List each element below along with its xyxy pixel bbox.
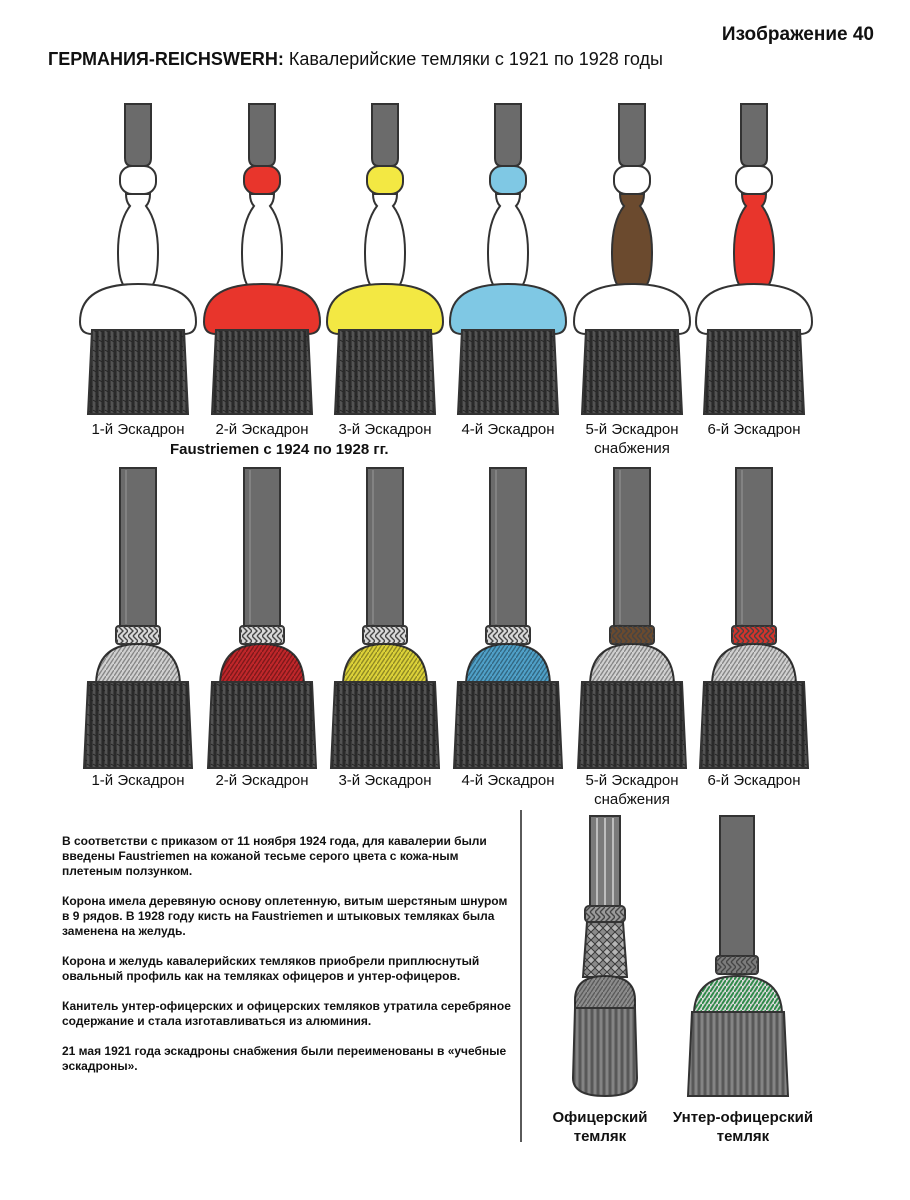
- stem: [365, 194, 405, 286]
- caption-line: 6-й Эскадрон: [707, 421, 801, 438]
- stem: [612, 194, 652, 286]
- strap: [125, 104, 151, 166]
- slider-ring: [614, 166, 650, 194]
- crown: [327, 284, 443, 334]
- squadron-caption: [570, 420, 694, 458]
- stem: [118, 194, 158, 286]
- sword-knot-illustration: [73, 102, 203, 422]
- faustriemen-illustration: [197, 466, 327, 772]
- squadron-caption: [446, 771, 570, 790]
- squadron-caption: [323, 420, 447, 439]
- caption-line: 4-й Эскадрон: [461, 772, 555, 789]
- crown: [80, 284, 196, 334]
- faustriemen-illustration: [73, 466, 203, 772]
- note-paragraph: Корона и желудь кавалерийских темляков приобрели приплюснутый овальный профиль как на темляках офицеров и унтер-офицеров.: [62, 954, 480, 983]
- page-title: [48, 49, 663, 70]
- caption-line: 1-й Эскадрон: [91, 772, 185, 789]
- stem: [488, 194, 528, 286]
- sword-knot-illustration: [197, 102, 327, 422]
- squadron-caption: [200, 771, 324, 790]
- squadron-caption: [692, 420, 816, 439]
- section-heading: Faustriemen с 1924 по 1928 гг.: [170, 441, 389, 458]
- sword-knot-illustration: [567, 102, 697, 422]
- nco-knot-caption: [664, 1108, 822, 1146]
- caption-line: 3-й Эскадрон: [338, 772, 432, 789]
- squadron-caption: [76, 420, 200, 439]
- slider-ring: [736, 166, 772, 194]
- tassel: [335, 330, 435, 414]
- caption-line: темляк: [716, 1128, 770, 1145]
- crown: [204, 284, 320, 334]
- strap: [249, 104, 275, 166]
- caption-line: 5-й Эскадрон: [585, 772, 679, 789]
- caption-line: Офицерский: [552, 1109, 648, 1126]
- title-country: ГЕРМАНИЯ-REICHSWERH:: [48, 49, 284, 69]
- faustriemen-illustration: [567, 466, 697, 772]
- sword-knot-illustration: [443, 102, 573, 422]
- faustriemen-illustration: [689, 466, 819, 772]
- officer-knot-caption: [535, 1108, 665, 1146]
- crown: [574, 284, 690, 334]
- caption-line: Унтер-офицерский: [672, 1109, 814, 1126]
- squadron-caption: [323, 771, 447, 790]
- caption-line: 2-й Эскадрон: [215, 772, 309, 789]
- strap: [495, 104, 521, 166]
- tassel: [582, 330, 682, 414]
- squadron-caption: [446, 420, 570, 439]
- caption-line: 3-й Эскадрон: [338, 421, 432, 438]
- tassel: [84, 682, 192, 768]
- faustriemen-illustration: [443, 466, 573, 772]
- crown: [696, 284, 812, 334]
- slider-ring: [120, 166, 156, 194]
- tassel: [578, 682, 686, 768]
- squadron-caption: [200, 420, 324, 439]
- officer-knot-illustration: [555, 812, 655, 1102]
- note-paragraph: 21 мая 1921 года эскадроны снабжения были переименованы в «учебные эскадроны».: [62, 1044, 507, 1073]
- title-description: Кавалерийские темляки с 1921 по 1928 годы: [283, 49, 663, 69]
- plate-number: Изображение 40: [721, 24, 874, 45]
- slider-ring: [367, 166, 403, 194]
- note-paragraph: Канитель унтер-офицерских и офицерских темляков утратила серебряное содержание и стала изготавливаться из алюминия.: [62, 999, 511, 1028]
- stem: [734, 194, 774, 286]
- squadron-caption: [570, 771, 694, 809]
- caption-line: 1-й Эскадрон: [91, 421, 185, 438]
- tassel: [700, 682, 808, 768]
- strap: [619, 104, 645, 166]
- strap: [741, 104, 767, 166]
- tassel: [88, 330, 188, 414]
- notes-block: [62, 834, 517, 1089]
- caption-line: 5-й Эскадрон: [585, 421, 679, 438]
- caption-subline: снабжения: [594, 791, 670, 808]
- caption-line: 6-й Эскадрон: [707, 772, 801, 789]
- nco-knot-illustration: [686, 812, 796, 1102]
- note-paragraph: Корона имела деревяную основу оплетенную, витым шерстяным шнуром в 9 рядов. В 1928 году кисть на Faustriemen и штыковых темляках была заменена на желудь.: [62, 894, 508, 938]
- slider-ring: [490, 166, 526, 194]
- caption-line: темляк: [573, 1128, 627, 1145]
- squadron-caption: [76, 771, 200, 790]
- tassel: [704, 330, 804, 414]
- tassel: [212, 330, 312, 414]
- crown: [450, 284, 566, 334]
- sword-knot-illustration: [689, 102, 819, 422]
- tassel: [458, 330, 558, 414]
- tassel: [331, 682, 439, 768]
- tassel: [208, 682, 316, 768]
- sword-knot-illustration: [320, 102, 450, 422]
- note-paragraph: В соответстви с приказом от 11 ноября 1924 года, для кавалерии были введены Faustriemen на кожаной тесьме серого цвета с кожа-ным плетеным ползунком.: [62, 834, 487, 878]
- tassel: [454, 682, 562, 768]
- caption-subline: снабжения: [594, 440, 670, 457]
- stem: [242, 194, 282, 286]
- vertical-divider: [520, 810, 522, 1142]
- strap: [372, 104, 398, 166]
- caption-line: 4-й Эскадрон: [461, 421, 555, 438]
- caption-line: 2-й Эскадрон: [215, 421, 309, 438]
- squadron-caption: [692, 771, 816, 790]
- faustriemen-illustration: [320, 466, 450, 772]
- slider-ring: [244, 166, 280, 194]
